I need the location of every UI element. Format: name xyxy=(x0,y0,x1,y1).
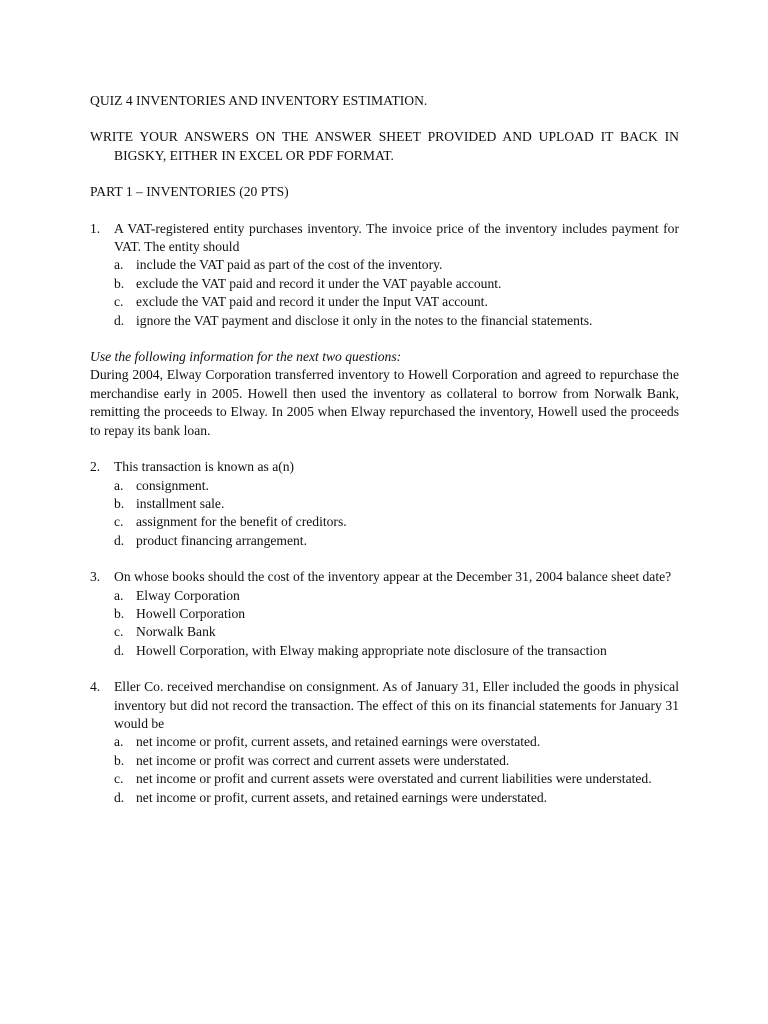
part-heading: PART 1 – INVENTORIES (20 PTS) xyxy=(90,184,289,200)
choice-letter: c. xyxy=(114,294,124,310)
choice-d xyxy=(114,789,679,807)
choice-letter: a. xyxy=(114,257,124,273)
choice-c xyxy=(114,770,679,788)
question-2 xyxy=(90,458,679,550)
choice-text: exclude the VAT paid and record it under the VAT payable account. xyxy=(136,275,502,291)
question-text: On whose books should the cost of the inventory appear at the December 31, 2004 balance sheet date? xyxy=(114,569,672,585)
choice-letter: b. xyxy=(114,605,125,621)
choice-letter: a. xyxy=(114,587,124,603)
choice-text: ignore the VAT payment and disclose it only in the notes to the financial statements. xyxy=(136,312,593,328)
choice-text: Howell Corporation xyxy=(136,605,246,621)
choice-b xyxy=(114,605,679,623)
choice-text: include the VAT paid as part of the cost of the inventory. xyxy=(136,257,443,273)
choice-text: product financing arrangement. xyxy=(136,532,307,548)
choice-c xyxy=(114,513,679,531)
question-text: This transaction is known as a(n) xyxy=(114,459,295,475)
shared-information xyxy=(90,348,679,440)
choice-c xyxy=(114,623,679,641)
question-3 xyxy=(90,568,679,660)
choice-text: net income or profit and current assets were overstated and current liabilities were understated. xyxy=(136,771,652,787)
choice-list xyxy=(90,587,679,661)
choice-letter: a. xyxy=(114,477,124,493)
question-number: 1. xyxy=(90,220,101,236)
question-number: 2. xyxy=(90,459,101,475)
choice-letter: c. xyxy=(114,771,124,787)
choice-list xyxy=(90,733,679,807)
choice-a xyxy=(114,587,679,605)
choice-letter: a. xyxy=(114,734,124,750)
info-intro: Use the following information for the next two questions: xyxy=(90,349,402,365)
question-1 xyxy=(90,220,679,330)
choice-letter: d. xyxy=(114,312,125,328)
quiz-document xyxy=(90,92,679,807)
choice-c xyxy=(114,293,679,311)
choice-b xyxy=(114,275,679,293)
choice-text: Norwalk Bank xyxy=(136,624,216,640)
question-number: 3. xyxy=(90,569,101,585)
choice-letter: d. xyxy=(114,642,125,658)
choice-letter: c. xyxy=(114,624,124,640)
choice-text: consignment. xyxy=(136,477,209,493)
choice-text: Howell Corporation, with Elway making appropriate note disclosure of the transaction xyxy=(136,642,607,658)
choice-letter: c. xyxy=(114,514,124,530)
question-number: 4. xyxy=(90,679,101,695)
choice-d xyxy=(114,312,679,330)
choice-text: net income or profit was correct and current assets were understated. xyxy=(136,752,510,768)
choice-a xyxy=(114,733,679,751)
info-text: During 2004, Elway Corporation transferred inventory to Howell Corporation and agreed to repurchase the merchandise early in 2005. Howell then used the inventory as collateral to borrow from Norwalk Bank, remitting the proceeds to Elway. In 2005 when Elway repurchased the inventory, Howell used the proceeds to repay its bank loan. xyxy=(90,367,679,438)
choice-list xyxy=(90,477,679,551)
choice-letter: d. xyxy=(114,532,125,548)
question-4 xyxy=(90,678,679,807)
choice-b xyxy=(114,495,679,513)
choice-text: assignment for the benefit of creditors. xyxy=(136,514,347,530)
choice-text: exclude the VAT paid and record it under the Input VAT account. xyxy=(136,294,488,310)
question-text: Eller Co. received merchandise on consignment. As of January 31, Eller included the goods in physical inventory but did not record the transaction. The effect of this on its financial statements for January 31 would be xyxy=(114,679,679,731)
choice-text: installment sale. xyxy=(136,495,225,511)
choice-list xyxy=(90,256,679,330)
choice-a xyxy=(114,477,679,495)
choice-text: Elway Corporation xyxy=(136,587,240,603)
choice-text: net income or profit, current assets, and retained earnings were understated. xyxy=(136,789,548,805)
choice-a xyxy=(114,256,679,274)
choice-letter: b. xyxy=(114,752,125,768)
choice-letter: b. xyxy=(114,495,125,511)
choice-text: net income or profit, current assets, and retained earnings were overstated. xyxy=(136,734,541,750)
choice-d xyxy=(114,532,679,550)
question-text: A VAT-registered entity purchases inventory. The invoice price of the inventory includes payment for VAT. The entity should xyxy=(114,220,679,255)
choice-b xyxy=(114,752,679,770)
choice-letter: d. xyxy=(114,789,125,805)
upload-instruction: WRITE YOUR ANSWERS ON THE ANSWER SHEET PROVIDED AND UPLOAD IT BACK IN BIGSKY, EITHER IN EXCEL OR PDF FORMAT. xyxy=(90,129,679,163)
quiz-title: QUIZ 4 INVENTORIES AND INVENTORY ESTIMATION. xyxy=(90,93,428,108)
choice-d xyxy=(114,642,679,660)
choice-letter: b. xyxy=(114,275,125,291)
